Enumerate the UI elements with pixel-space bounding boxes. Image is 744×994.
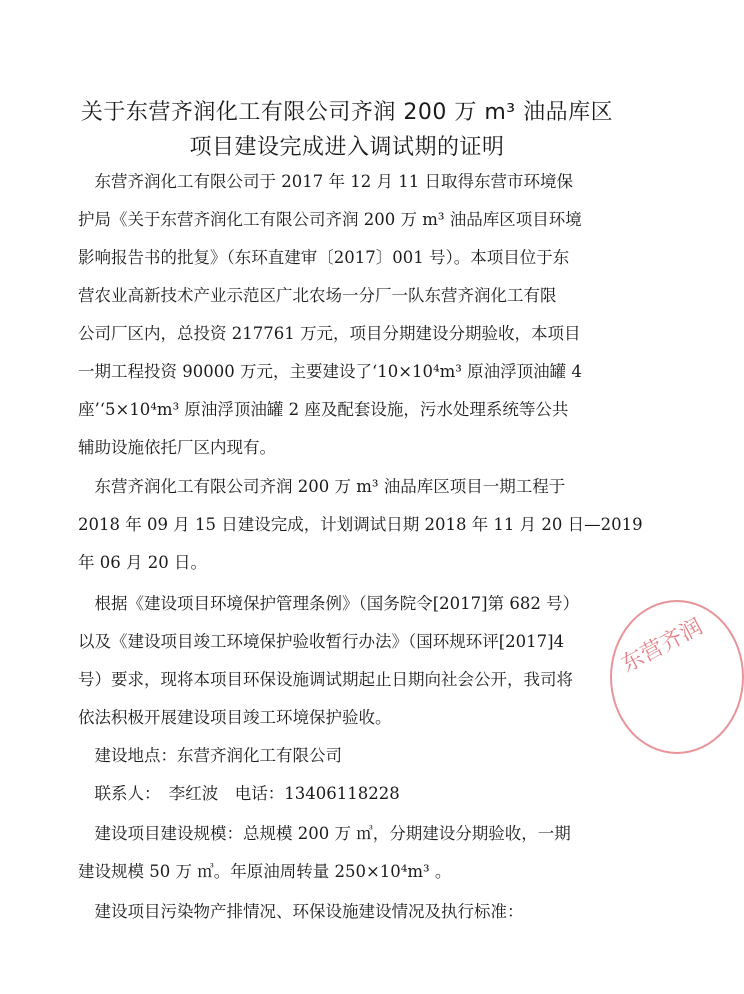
paragraph-line: 辅助设施依托厂区内现有。 xyxy=(78,438,276,457)
paragraph-line: 2018 年 09 月 15 日建设完成，计划调试日期 2018 年 11 月 20 日—2019 xyxy=(78,515,643,534)
paragraph-line: 东营齐润化工有限公司于 2017 年 12 月 11 日取得东营市环境保 xyxy=(78,172,573,191)
paragraph-line: 东营齐润化工有限公司齐润 200 万 m³ 油品库区项目一期工程于 xyxy=(78,477,566,496)
paragraph-line: 一期工程投资 90000 万元，主要建设了‘10×10⁴m³ 原油浮顶油罐 4 xyxy=(78,362,582,381)
paragraph-line: 护局《关于东营齐润化工有限公司齐润 200 万 m³ 油品库区项目环境 xyxy=(78,210,582,229)
paragraph-line: 根据《建设项目环境保护管理条例》（国务院令[2017]第 682 号） xyxy=(78,594,580,613)
document-title-line-2: 项目建设完成进入调试期的证明 xyxy=(189,135,505,160)
paragraph-line: 以及《建设项目竣工环境保护验收暂行办法》（国环规环评[2017]4 xyxy=(78,632,565,651)
paragraph-line: 依法积极开展建设项目竣工环境保护验收。 xyxy=(78,708,392,727)
paragraph-line: 建设项目建设规模：总规模 200 万 ㎥，分期建设分期验收，一期 xyxy=(78,824,571,843)
paragraph-line: 座’‘5×10⁴m³ 原油浮顶油罐 2 座及配套设施，污水处理系统等公共 xyxy=(78,400,569,419)
paragraph-line: 号）要求，现将本项目环保设施调试期起止日期向社会公开，我司将 xyxy=(78,670,573,689)
contact-line: 联系人： 李红波 电话：13406118228 xyxy=(78,784,400,803)
document-title-line-1: 关于东营齐润化工有限公司齐润 200 万 m³ 油品库区 xyxy=(80,100,614,125)
paragraph-line: 营农业高新技术产业示范区广北农场一分厂一队东营齐润化工有限 xyxy=(78,286,557,305)
construction-site-line: 建设地点：东营齐润化工有限公司 xyxy=(78,746,342,765)
paragraph-line: 建设项目污染物产排情况、环保设施建设情况及执行标准： xyxy=(78,902,524,921)
paragraph-line: 公司厂区内，总投资 217761 万元，项目分期建设分期验收，本项目 xyxy=(78,324,581,343)
paragraph-line: 建设规模 50 万 ㎥。年原油周转量 250×10⁴m³ 。 xyxy=(78,862,452,881)
paragraph-line: 年 06 月 20 日。 xyxy=(78,553,207,572)
company-seal-text: 东营齐润 xyxy=(617,614,707,678)
paragraph-line: 影响报告书的批复》（东环直建审〔2017〕001 号）。本项目位于东 xyxy=(78,248,570,267)
